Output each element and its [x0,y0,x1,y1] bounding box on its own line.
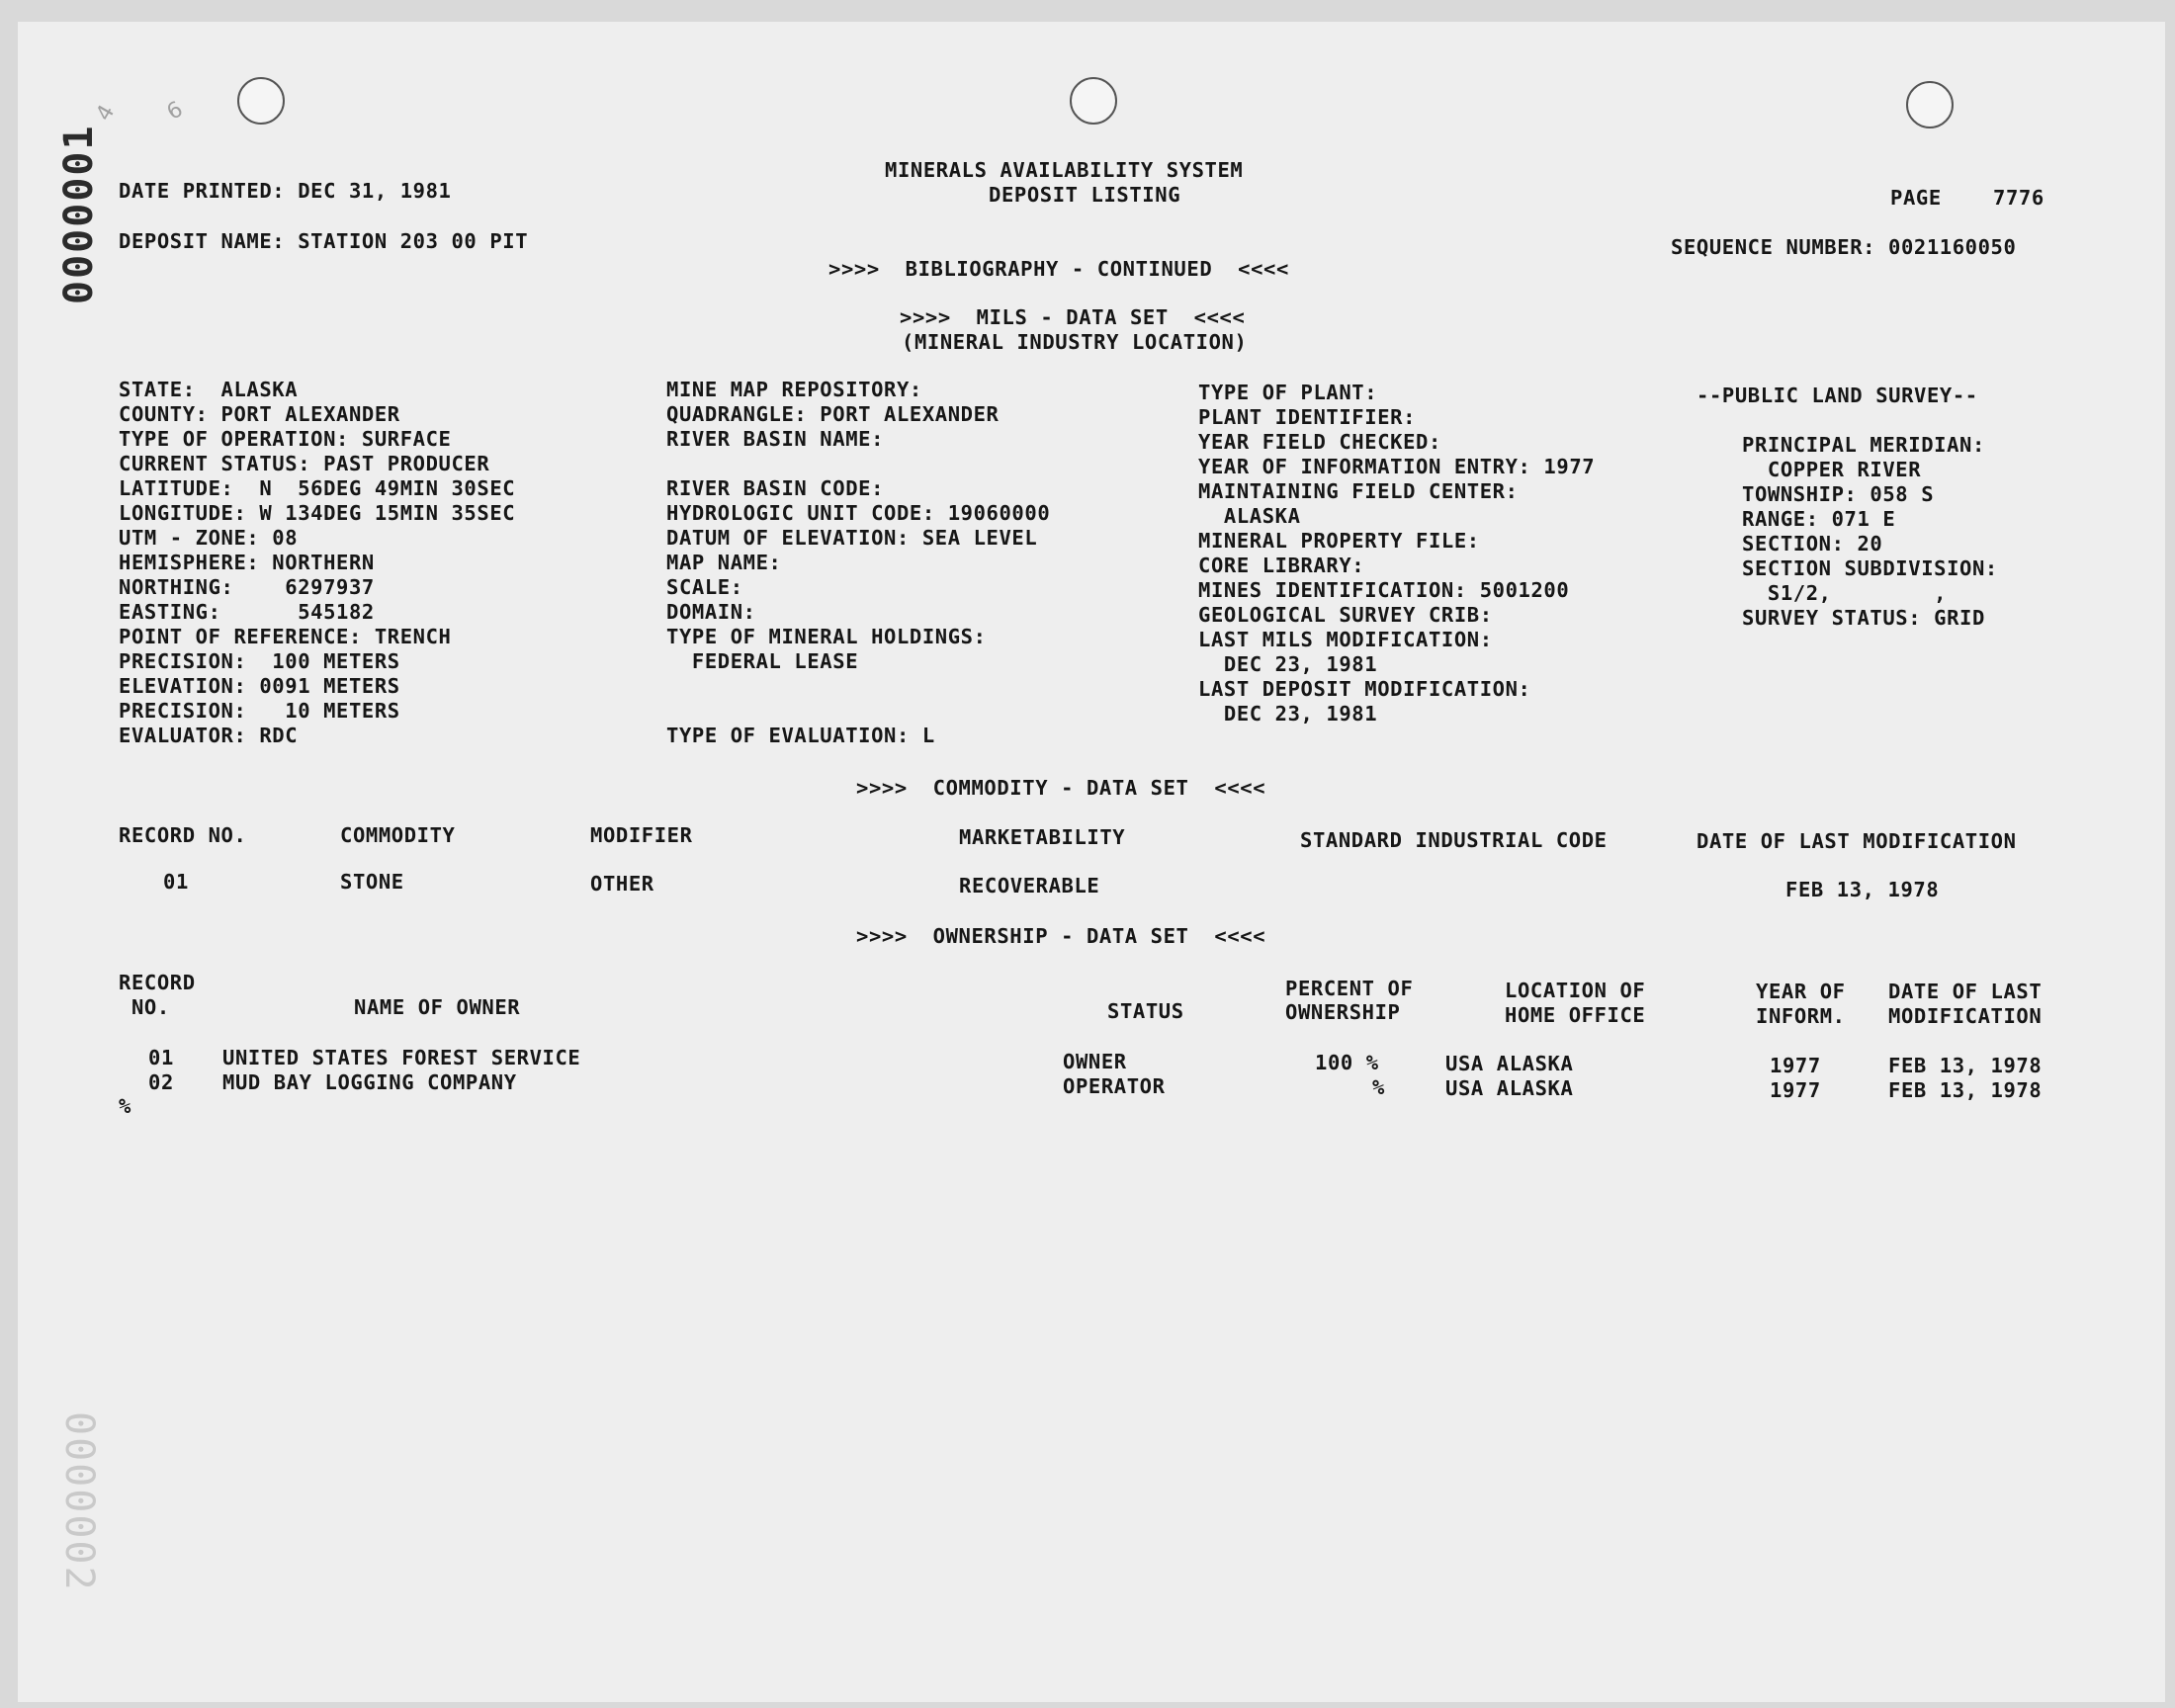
mils-field: YEAR FIELD CHECKED: [1198,430,1441,454]
ownership-header: YEAR OF [1756,980,1846,1003]
owner-date: FEB 13, 1978 [1888,1054,2043,1077]
mils-field: PRECISION: 10 METERS [119,699,400,723]
ownership-header: MODIFICATION [1888,1004,2043,1028]
mils-field: COUNTY: PORT ALEXANDER [119,402,400,426]
commodity-heading: >>>> COMMODITY - DATA SET <<<< [856,776,1266,800]
mils-field: SECTION: 20 [1742,532,1883,555]
commodity-header: DATE OF LAST MODIFICATION [1696,829,2017,853]
mils-field: GEOLOGICAL SURVEY CRIB: [1198,603,1493,627]
mils-field: EASTING: 545182 [119,600,375,624]
owner-status: OPERATOR [1063,1074,1166,1098]
mils-field: ALASKA [1198,504,1301,528]
ownership-header: RECORD [119,971,196,994]
ownership-header: STATUS [1107,999,1184,1023]
commodity-cell: FEB 13, 1978 [1785,878,1940,901]
mils-field: HYDROLOGIC UNIT CODE: 19060000 [666,501,1051,525]
owner-year: 1977 [1770,1054,1821,1077]
owner-percent: % [1372,1075,1385,1099]
commodity-cell: RECOVERABLE [959,874,1100,897]
mils-field: LAST DEPOSIT MODIFICATION: [1198,677,1531,701]
mils-field: YEAR OF INFORMATION ENTRY: 1977 [1198,455,1596,478]
mils-field: MINERAL PROPERTY FILE: [1198,529,1480,553]
binder-hole-right [1906,81,1954,128]
mils-field: MAP NAME: [666,551,782,574]
mils-field: RANGE: 071 E [1742,507,1896,531]
mils-field: HEMISPHERE: NORTHERN [119,551,375,574]
mils-field: S1/2, , [1742,581,1948,605]
mils-field: RIVER BASIN NAME: [666,427,885,451]
deposit-name: DEPOSIT NAME: STATION 203 00 PIT [119,229,529,253]
mils-field: STATE: ALASKA [119,378,299,401]
mils-field: MAINTAINING FIELD CENTER: [1198,479,1519,503]
owner-percent: 100 % [1315,1051,1379,1074]
sequence-number: SEQUENCE NUMBER: 0021160050 [1671,235,2017,259]
mils-field: COPPER RIVER [1742,458,1922,481]
ownership-header: NO. [119,995,170,1019]
bibliography-heading: >>>> BIBLIOGRAPHY - CONTINUED <<<< [828,257,1289,281]
commodity-header: STANDARD INDUSTRIAL CODE [1300,828,1608,852]
ownership-header: OWNERSHIP [1285,1000,1401,1024]
mils-field: MINE MAP REPOSITORY: [666,378,922,401]
page-label: PAGE [1890,186,1942,210]
mils-field: TOWNSHIP: 058 S [1742,482,1935,506]
mils-field: DEC 23, 1981 [1198,702,1378,726]
side-number-bottom: 0000002 [56,1411,102,1592]
mils-field: SCALE: [666,575,743,599]
commodity-header: RECORD NO. [119,823,247,847]
owner-status: OWNER [1063,1050,1127,1073]
ownership-header: HOME OFFICE [1505,1003,1646,1027]
binder-hole-left [237,77,285,125]
mils-field: FEDERAL LEASE [666,649,859,673]
owner-date: FEB 13, 1978 [1888,1078,2043,1102]
owner-location: USA ALASKA [1445,1052,1574,1075]
mils-field: LAST MILS MODIFICATION: [1198,628,1493,651]
commodity-header: MODIFIER [590,823,693,847]
mils-field: EVALUATOR: RDC [119,724,299,747]
commodity-cell: 01 [163,870,189,894]
public-land-survey-title: --PUBLIC LAND SURVEY-- [1696,384,1978,407]
binder-hole-center [1070,77,1117,125]
mils-field: MINES IDENTIFICATION: 5001200 [1198,578,1570,602]
mils-field: TYPE OF PLANT: [1198,381,1378,404]
mils-field: DEC 23, 1981 [1198,652,1378,676]
ownership-heading: >>>> OWNERSHIP - DATA SET <<<< [856,924,1266,948]
owner-name: UNITED STATES FOREST SERVICE [222,1046,581,1069]
pencil-mark-1: 4 [91,101,121,126]
commodity-cell: STONE [340,870,404,894]
mils-field: ELEVATION: 0091 METERS [119,674,400,698]
report-title-1: MINERALS AVAILABILITY SYSTEM [885,158,1244,182]
mils-field: RIVER BASIN CODE: [666,476,885,500]
commodity-cell: OTHER [590,872,654,896]
mils-subheading: (MINERAL INDUSTRY LOCATION) [902,330,1248,354]
mils-field: NORTHING: 6297937 [119,575,375,599]
mils-field: TYPE OF OPERATION: SURFACE [119,427,452,451]
mils-field: PRINCIPAL MERIDIAN: [1742,433,1985,457]
mils-field: LONGITUDE: W 134DEG 15MIN 35SEC [119,501,516,525]
mils-field: TYPE OF MINERAL HOLDINGS: [666,625,987,648]
owner-name: MUD BAY LOGGING COMPANY [222,1070,517,1094]
page-number: 7776 [1993,186,2044,210]
commodity-header: MARKETABILITY [959,825,1126,849]
mils-field: PRECISION: 100 METERS [119,649,400,673]
date-printed: DATE PRINTED: DEC 31, 1981 [119,179,452,203]
ownership-header: DATE OF LAST [1888,980,2043,1003]
mils-field: DOMAIN: [666,600,756,624]
commodity-header: COMMODITY [340,823,456,847]
mils-field: LATITUDE: N 56DEG 49MIN 30SEC [119,476,516,500]
pencil-mark-2: 6 [162,97,188,126]
ownership-header: LOCATION OF [1505,979,1646,1002]
mils-field: TYPE OF EVALUATION: L [666,724,935,747]
end-mark: % [119,1094,131,1118]
owner-record-no: 01 [148,1046,174,1069]
mils-field: PLANT IDENTIFIER: [1198,405,1417,429]
ownership-header: NAME OF OWNER [354,995,521,1019]
mils-field: SECTION SUBDIVISION: [1742,556,1998,580]
mils-field: CORE LIBRARY: [1198,554,1365,577]
mils-field: SURVEY STATUS: GRID [1742,606,1985,630]
report-title-2: DEPOSIT LISTING [989,183,1181,207]
ownership-header: INFORM. [1756,1004,1846,1028]
owner-record-no: 02 [148,1070,174,1094]
ownership-header: PERCENT OF [1285,977,1414,1000]
owner-year: 1977 [1770,1078,1821,1102]
mils-heading: >>>> MILS - DATA SET <<<< [900,305,1246,329]
mils-field: POINT OF REFERENCE: TRENCH [119,625,452,648]
mils-field: CURRENT STATUS: PAST PRODUCER [119,452,490,475]
mils-field: QUADRANGLE: PORT ALEXANDER [666,402,1000,426]
side-number-top: 0000001 [56,124,102,304]
mils-field: UTM - ZONE: 08 [119,526,299,550]
owner-location: USA ALASKA [1445,1076,1574,1100]
mils-field: DATUM OF ELEVATION: SEA LEVEL [666,526,1038,550]
